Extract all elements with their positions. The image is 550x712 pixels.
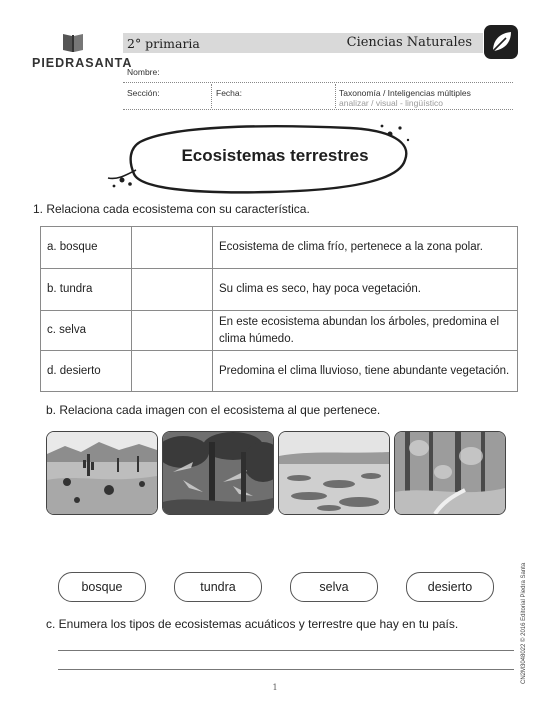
characteristic-cell: Ecosistema de clima frío, pertenece a la zona polar. — [213, 227, 518, 269]
answer-line[interactable] — [58, 650, 514, 651]
name-line[interactable] — [123, 82, 513, 83]
answer-cell[interactable] — [132, 227, 213, 269]
question-1-prompt: 1. Relaciona cada ecosistema con su característica. — [33, 202, 310, 216]
characteristic-cell: En este ecosistema abundan los árboles, predomina el clima húmedo. — [213, 311, 518, 351]
option-selva[interactable]: selva — [290, 572, 378, 602]
table-row — [41, 269, 518, 311]
question-b-prompt: b. Relaciona cada imagen con el ecosistema al que pertenece. — [46, 403, 381, 417]
answer-cell[interactable] — [132, 351, 213, 392]
skills-label: analizar / visual - lingüístico — [339, 98, 443, 108]
matching-table — [40, 226, 518, 392]
worksheet-title: Ecosistemas terrestres — [181, 146, 369, 165]
forest-photo — [394, 431, 506, 515]
divider — [211, 84, 212, 108]
header-bottom-line — [123, 109, 513, 110]
table-row — [41, 311, 518, 351]
copyright-code: CN2M3048022 © 2016 Editorial Piedra Santa — [521, 562, 527, 684]
desert-photo — [46, 431, 158, 515]
characteristic-cell: Predomina el clima lluvioso, tiene abundante vegetación. — [213, 351, 518, 392]
ecosystem-cell: b. tundra — [41, 269, 132, 311]
section-label: Sección: — [127, 88, 160, 98]
answer-line[interactable] — [58, 669, 514, 670]
option-desierto[interactable]: desierto — [406, 572, 494, 602]
characteristic-cell: Su clima es seco, hay poca vegetación. — [213, 269, 518, 311]
book-logo-icon — [60, 30, 86, 54]
date-label: Fecha: — [216, 88, 242, 98]
answer-cell[interactable] — [132, 311, 213, 351]
tundra-photo — [278, 431, 390, 515]
option-bosque[interactable]: bosque — [58, 572, 146, 602]
leaf-icon — [484, 25, 518, 59]
divider — [335, 84, 336, 108]
ecosystem-cell: a. bosque — [41, 227, 132, 269]
option-tundra[interactable]: tundra — [174, 572, 262, 602]
topic-label: Taxonomía / Inteligencias múltiples — [339, 88, 471, 98]
table-row — [41, 351, 518, 392]
subject-title: Ciencias Naturales — [346, 35, 472, 50]
page-number: 1 — [272, 683, 278, 692]
brand-logo-text: PIEDRASANTA — [32, 56, 133, 70]
name-label: Nombre: — [127, 67, 160, 77]
table-row — [41, 227, 518, 269]
grade-label: 2° primaria — [127, 36, 200, 51]
answer-cell[interactable] — [132, 269, 213, 311]
jungle-photo — [162, 431, 274, 515]
question-c-prompt: c. Enumera los tipos de ecosistemas acuáticos y terrestre que hay en tu país. — [46, 617, 459, 631]
ecosystem-cell: c. selva — [41, 311, 132, 351]
ecosystem-cell: d. desierto — [41, 351, 132, 392]
